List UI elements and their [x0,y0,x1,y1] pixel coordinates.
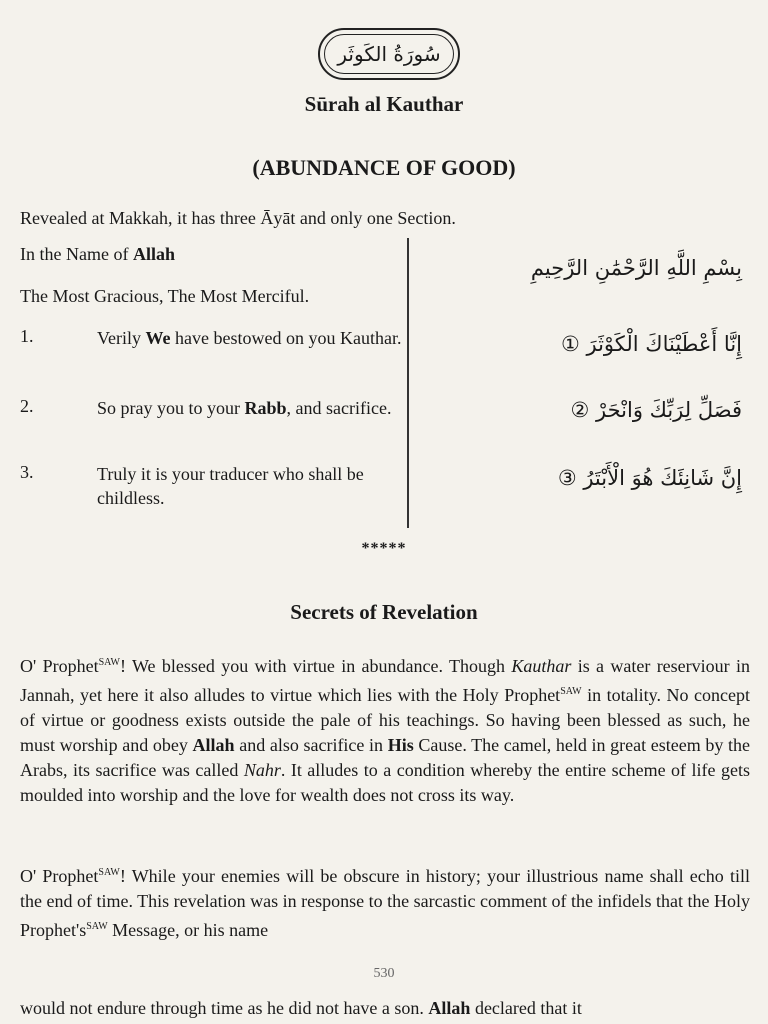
arabic-basmala: بِسْمِ اللَّهِ الرَّحْمَٰنِ الرَّحِيمِ [530,256,742,280]
arabic-verse-2: فَصَلِّ لِرَبِّكَ وَانْحَرْ ② [570,398,742,422]
p3-a: would not endure through time as he did not have a son. [20,998,429,1018]
arabic-verse-3: إِنَّ شَانِئَكَ هُوَ الْأَبْتَرُ ③ [557,466,742,490]
intro-text: Revealed at Makkah, it has three Āyāt and only one Section. [20,208,456,228]
p1-sup2: SAW [560,686,582,697]
verse-text-2 [97,396,405,420]
p3-b: declared that it [470,998,582,1018]
p2-a: O' Prophet [20,866,99,886]
p1-b: ! We blessed you with virtue in abundance. Though [120,656,512,676]
verse-number-3: 3. [20,462,34,482]
verse-1-part-a: Verily [97,328,146,348]
page-number: 530 [373,966,395,981]
verse-3-part-a: Truly it is your traducer who shall be childless. [97,464,364,508]
paragraph-3 [20,996,750,1021]
p2-b: ! While your enemies will be obscure in history; your illustrious name shall echo till the end of time. This revelation was in response to the sarcastic comment of the infidels that the Holy Prophet's [20,866,750,940]
surah-title-cartouche [318,28,460,80]
p1-d: in totality. No concept of virtue or goodness exists outside the pale of his teachings. So having been blessed as such, he must worship and obey [20,685,750,755]
p1-sup1: SAW [98,657,120,668]
basmala-allah: Allah [132,244,175,264]
verse-2-bold-rabb: Rabb [244,398,287,418]
arabic-surah-title: سُورَةُ الكَوثَر [337,42,441,66]
verse-number-2: 2. [20,396,34,416]
verse-1-part-b: have bestowed on you Kauthar. [170,328,402,348]
verse-text-1 [97,326,405,350]
p1-f: Cause. The camel, held in great esteem by the Arabs, its sacrifice was called [20,735,751,780]
p1-b1: Allah [192,735,235,755]
column-divider [407,238,409,528]
p1-g: . It alludes to a condition whereby the entire scheme of life gets moulded into worship and the love for wealth does not cross its way. [20,760,750,805]
p2-sup2: SAW [86,921,108,932]
verse-2-part-a: So pray you to your [97,398,245,418]
p1-i1: Kauthar [511,656,572,676]
p1-i2: Nahr [243,760,281,780]
page-subtitle: (ABUNDANCE OF GOOD) [252,155,516,180]
verse-number-1: 1. [20,326,34,346]
paragraph-1 [20,650,750,808]
basmala-line-1 [20,244,175,265]
verse-1-bold-we: We [145,328,171,348]
p1-e: and also sacrifice in [234,735,388,755]
p1-c: is a water reserviour in Jannah, yet here it also alludes to virtue which lies with the Holy Prophet [20,656,750,705]
paragraph-2 [20,860,750,943]
basmala-line-2: The Most Gracious, The Most Merciful. [20,286,310,306]
verse-2-part-b: , and sacrifice. [286,398,392,418]
verse-text-3 [97,462,405,510]
p3-b1: Allah [428,998,471,1018]
p1-b2: His [387,735,414,755]
separator-stars: ***** [361,540,407,557]
section-title: Secrets of Revelation [290,600,478,624]
basmala-pre: In the Name of [20,244,133,264]
page-title: Sūrah al Kauthar [304,92,464,116]
p2-c: Message, or his name [107,920,269,940]
arabic-verse-1: إِنَّا أَعْطَيْنَاكَ الْكَوْثَرَ ① [560,332,742,356]
p1-a: O' Prophet [20,656,99,676]
p2-sup1: SAW [98,867,120,878]
